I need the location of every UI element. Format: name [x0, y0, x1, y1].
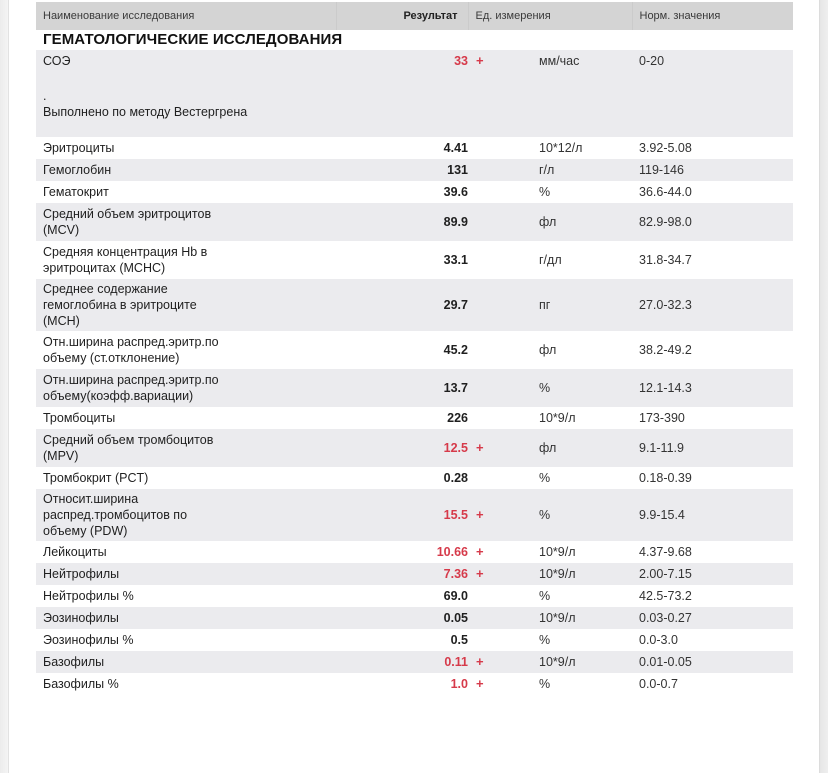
note-dot: .	[43, 88, 47, 103]
abnormal-flag: +	[468, 651, 532, 673]
test-result: 4.41	[336, 137, 468, 159]
test-result: 0.11	[336, 651, 468, 673]
test-unit: %	[532, 181, 632, 203]
test-name: Эритроциты	[36, 137, 336, 159]
test-unit: 10*9/л	[532, 563, 632, 585]
test-unit: г/дл	[532, 241, 632, 279]
table-row	[36, 563, 793, 585]
abnormal-flag	[468, 407, 532, 429]
test-norm: 0.0-0.7	[632, 673, 793, 695]
test-unit: %	[532, 629, 632, 651]
abnormal-flag	[468, 181, 532, 203]
table-row	[36, 673, 793, 695]
test-norm: 4.37-9.68	[632, 541, 793, 563]
header-norm: Норм. значения	[632, 2, 793, 30]
test-norm: 3.92-5.08	[632, 137, 793, 159]
test-name: Тромбокрит (PCT)	[36, 467, 336, 489]
test-unit: %	[532, 673, 632, 695]
test-result: 1.0	[336, 673, 468, 695]
abnormal-flag: +	[468, 429, 532, 467]
test-name-line: эритроцитах (MCHC)	[43, 261, 166, 275]
test-name: Нейтрофилы	[36, 563, 336, 585]
test-result: 10.66	[336, 541, 468, 563]
abnormal-flag	[468, 467, 532, 489]
test-result: 15.5	[336, 489, 468, 541]
test-name-line: Относит.ширина	[43, 492, 139, 506]
table-row	[36, 50, 793, 72]
test-norm: 173-390	[632, 407, 793, 429]
test-name-line: (MCV)	[43, 223, 80, 237]
test-name-line: Отн.ширина распред.эритр.по	[43, 335, 219, 349]
header-result: Результат	[336, 2, 468, 30]
scrollbar-track[interactable]	[819, 0, 828, 773]
test-unit: фл	[532, 429, 632, 467]
test-norm: 119-146	[632, 159, 793, 181]
test-unit: %	[532, 369, 632, 407]
test-name-line: распред.тромбоцитов по	[43, 508, 188, 522]
abnormal-flag	[468, 241, 532, 279]
test-result: 69.0	[336, 585, 468, 607]
test-unit: фл	[532, 203, 632, 241]
table-row	[36, 137, 793, 159]
test-norm: 38.2-49.2	[632, 331, 793, 369]
test-result: 0.5	[336, 629, 468, 651]
test-result: 226	[336, 407, 468, 429]
table-row	[36, 429, 793, 467]
table-row	[36, 181, 793, 203]
abnormal-flag	[468, 607, 532, 629]
table-row	[36, 203, 793, 241]
test-norm: 12.1-14.3	[632, 369, 793, 407]
table-row	[36, 407, 793, 429]
abnormal-flag: +	[468, 563, 532, 585]
test-name-line: Среднее содержание	[43, 282, 168, 296]
abnormal-flag	[468, 137, 532, 159]
test-name-line: гемоглобина в эритроците	[43, 298, 197, 312]
abnormal-flag	[468, 159, 532, 181]
test-unit: %	[532, 467, 632, 489]
test-norm: 36.6-44.0	[632, 181, 793, 203]
test-name	[36, 429, 336, 467]
abnormal-flag: +	[468, 489, 532, 541]
test-result: 13.7	[336, 369, 468, 407]
abnormal-flag	[468, 331, 532, 369]
test-unit: 10*9/л	[532, 651, 632, 673]
test-norm: 27.0-32.3	[632, 279, 793, 331]
test-norm: 31.8-34.7	[632, 241, 793, 279]
test-result: 0.05	[336, 607, 468, 629]
table-row	[36, 467, 793, 489]
table-row	[36, 159, 793, 181]
test-name	[36, 489, 336, 541]
test-name: Нейтрофилы %	[36, 585, 336, 607]
section-title: ГЕМАТОЛОГИЧЕСКИЕ ИССЛЕДОВАНИЯ	[36, 30, 793, 50]
test-norm: 9.9-15.4	[632, 489, 793, 541]
table-row	[36, 607, 793, 629]
abnormal-flag	[468, 203, 532, 241]
test-name	[36, 241, 336, 279]
test-unit: мм/час	[532, 50, 632, 72]
abnormal-flag	[468, 585, 532, 607]
test-name	[36, 331, 336, 369]
test-name-line: Средний объем эритроцитов	[43, 207, 212, 221]
test-unit: %	[532, 585, 632, 607]
header-name: Наименование исследования	[36, 2, 336, 30]
test-name: Эозинофилы	[36, 607, 336, 629]
test-name: Гематокрит	[36, 181, 336, 203]
results-table	[36, 2, 793, 695]
test-name: Эозинофилы %	[36, 629, 336, 651]
test-norm: 0-20	[632, 50, 793, 72]
table-row	[36, 369, 793, 407]
test-unit: пг	[532, 279, 632, 331]
test-name: Базофилы %	[36, 673, 336, 695]
table-row	[36, 585, 793, 607]
page-edge-left	[0, 0, 9, 773]
table-row	[36, 541, 793, 563]
test-name: Базофилы	[36, 651, 336, 673]
test-result: 7.36	[336, 563, 468, 585]
test-result: 89.9	[336, 203, 468, 241]
test-name-line: (MCH)	[43, 314, 80, 328]
test-norm: 0.03-0.27	[632, 607, 793, 629]
abnormal-flag: +	[468, 50, 532, 72]
test-norm: 2.00-7.15	[632, 563, 793, 585]
abnormal-flag	[468, 629, 532, 651]
test-name-line: объему (PDW)	[43, 524, 128, 538]
table-row	[36, 629, 793, 651]
test-norm: 9.1-11.9	[632, 429, 793, 467]
test-result: 39.6	[336, 181, 468, 203]
table-row	[36, 331, 793, 369]
abnormal-flag	[468, 369, 532, 407]
test-unit: 10*12/л	[532, 137, 632, 159]
abnormal-flag: +	[468, 541, 532, 563]
test-result: 45.2	[336, 331, 468, 369]
test-name: СОЭ	[36, 50, 336, 72]
test-name-line: объему (ст.отклонение)	[43, 351, 180, 365]
test-result: 0.28	[336, 467, 468, 489]
test-norm: 0.01-0.05	[632, 651, 793, 673]
test-norm: 42.5-73.2	[632, 585, 793, 607]
table-row	[36, 651, 793, 673]
test-name: Лейкоциты	[36, 541, 336, 563]
table-header-row	[36, 2, 793, 30]
test-unit: 10*9/л	[532, 407, 632, 429]
test-name	[36, 279, 336, 331]
header-unit: Ед. измерения	[468, 2, 632, 30]
test-name-line: объему(коэфф.вариации)	[43, 389, 194, 403]
test-name	[36, 203, 336, 241]
abnormal-flag: +	[468, 673, 532, 695]
test-name: Тромбоциты	[36, 407, 336, 429]
table-row	[36, 489, 793, 541]
test-name-line: Средняя концентрация Hb в	[43, 245, 208, 259]
test-unit: %	[532, 489, 632, 541]
test-name: Гемоглобин	[36, 159, 336, 181]
test-unit: фл	[532, 331, 632, 369]
test-unit: 10*9/л	[532, 541, 632, 563]
test-result: 29.7	[336, 279, 468, 331]
test-norm: 0.0-3.0	[632, 629, 793, 651]
abnormal-flag	[468, 279, 532, 331]
test-result: 33	[336, 50, 468, 72]
test-result: 12.5	[336, 429, 468, 467]
test-unit: 10*9/л	[532, 607, 632, 629]
test-result: 131	[336, 159, 468, 181]
test-name-line: Средний объем тромбоцитов	[43, 433, 214, 447]
section-title-row	[36, 30, 793, 50]
table-row	[36, 241, 793, 279]
method-note: Выполнено по методу Вестергрена	[43, 104, 248, 119]
test-result: 33.1	[336, 241, 468, 279]
table-row	[36, 279, 793, 331]
test-name-line: (MPV)	[43, 449, 79, 463]
test-norm: 82.9-98.0	[632, 203, 793, 241]
test-unit: г/л	[532, 159, 632, 181]
test-norm: 0.18-0.39	[632, 467, 793, 489]
test-name-line: Отн.ширина распред.эритр.по	[43, 373, 219, 387]
lab-results-document	[36, 2, 793, 695]
method-note-row	[36, 72, 793, 137]
test-name	[36, 369, 336, 407]
